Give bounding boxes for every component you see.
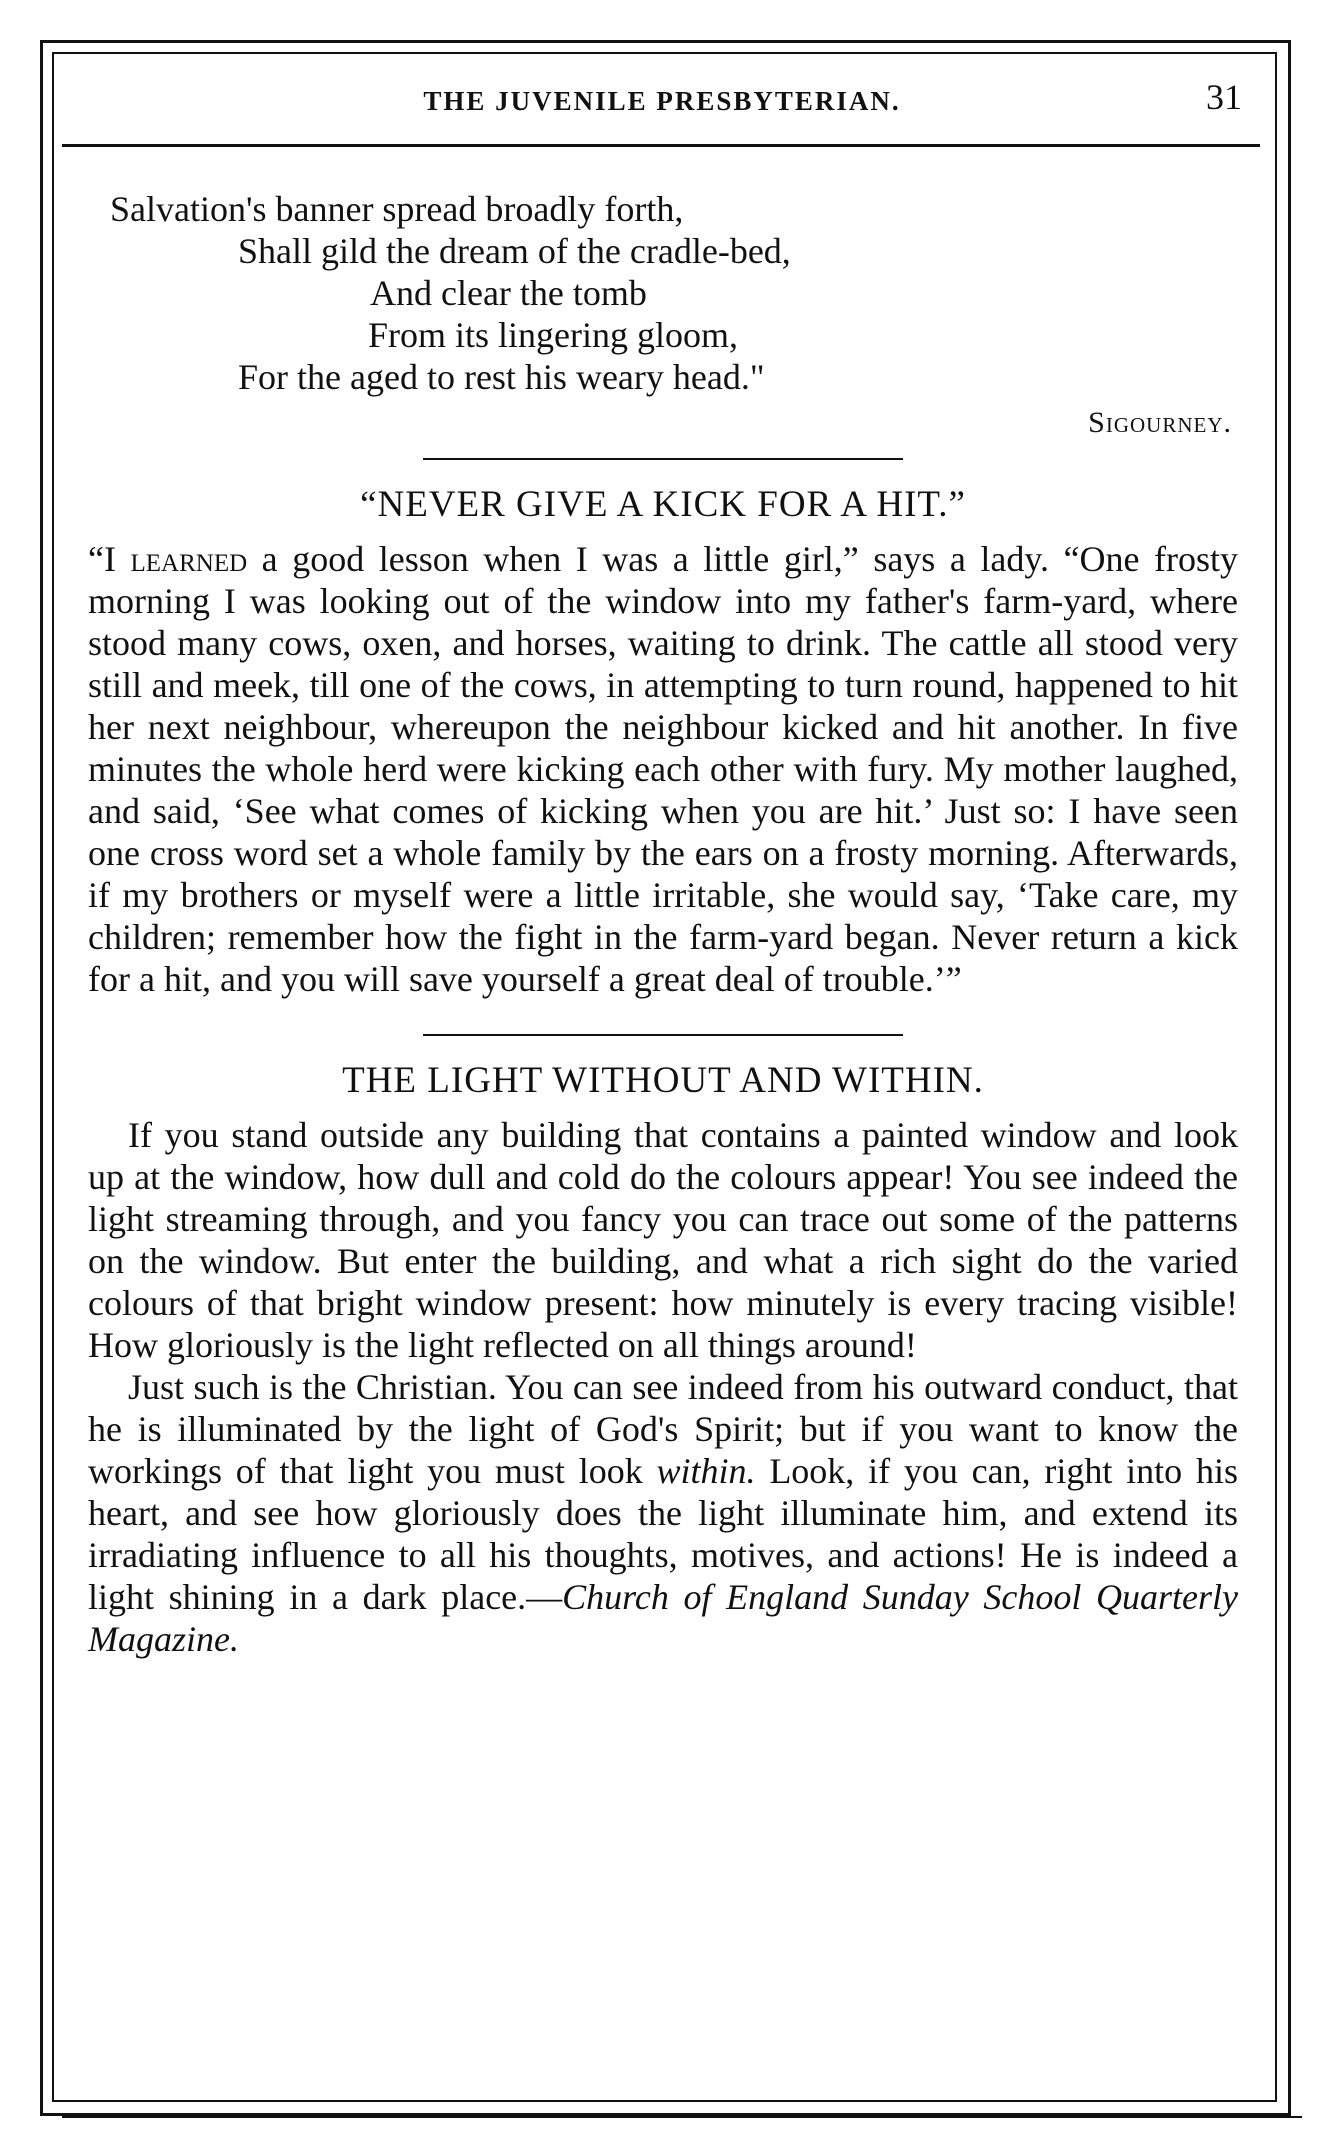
section-divider <box>423 1034 903 1036</box>
poem-line: For the aged to rest his weary head." <box>238 357 765 397</box>
article-title-kick: “NEVER GIVE A KICK FOR A HIT.” <box>360 484 966 525</box>
article-text: Just such is the Christian. You can see indeed from his outward conduct, that he is illuminated by the light of God's Spirit; but if you want to know the workings of that light you must look <box>88 1367 1238 1491</box>
poem-attribution: Sigourney. <box>1088 406 1232 439</box>
page-number: 31 <box>1206 77 1242 117</box>
poem <box>88 188 1238 398</box>
bottom-rule <box>62 2116 1302 2118</box>
article-text: Look, if you can, right into his heart, and see how gloriously does the light illuminate him, and extend its irradiating influence to all his thoughts, motives, and actions! He is indeed a light shining in a dark place.— <box>88 1451 1238 1617</box>
page-header <box>62 76 1262 126</box>
article-body-kick <box>88 538 1238 1000</box>
header-rule <box>62 144 1260 147</box>
article-title-light: THE LIGHT WITHOUT AND WITHIN. <box>342 1060 984 1101</box>
page-content <box>88 188 1238 1660</box>
poem-line: And clear the tomb <box>370 273 647 313</box>
poem-line: From its lingering gloom, <box>368 315 739 355</box>
poem-line: Shall gild the dream of the cradle-bed, <box>238 231 791 271</box>
article-paragraph: If you stand outside any building that contains a painted window and look up at the window, how dull and cold do the colours appear! You see indeed the light streaming through, and you fancy you can trace out some of the patterns on the window. But enter the building, and what a rich sight do the varied colours of that bright window present: how minutely is every tracing visible! How gloriously is the light reflected on all things around! <box>88 1115 1238 1365</box>
lead-in: “I learned <box>88 539 248 579</box>
section-divider <box>423 458 903 460</box>
poem-line: Salvation's banner spread broadly forth, <box>110 189 684 229</box>
article-paragraph <box>88 1366 1238 1660</box>
running-head: THE JUVENILE PRESBYTERIAN. <box>423 86 901 116</box>
emphasis-text: within. <box>656 1451 756 1491</box>
source-citation: Church of England Sunday School Quarterly Magazine. <box>88 1577 1238 1659</box>
article-text: a good lesson when I was a little girl,” says a lady. “One frosty morning I was looking out of the window into my father's farm-yard, where stood many cows, oxen, and horses, waiting to drink. The cattle all stood very still and meek, till one of the cows, in attempting to turn round, happened to hit her next neighbour, whereupon the neighbour kicked and hit another. In five minutes the whole herd were kicking each other with fury. My mother laughed, and said, ‘See what comes of kicking when you are hit.’ Just so: I have seen one cross word set a whole family by the ears on a frosty morning. Afterwards, if my brothers or myself were a little irritable, she would say, ‘Take care, my children; remember how the fight in the farm-yard began. Never return a kick for a hit, and you will save yourself a great deal of trouble.’” <box>88 539 1238 999</box>
